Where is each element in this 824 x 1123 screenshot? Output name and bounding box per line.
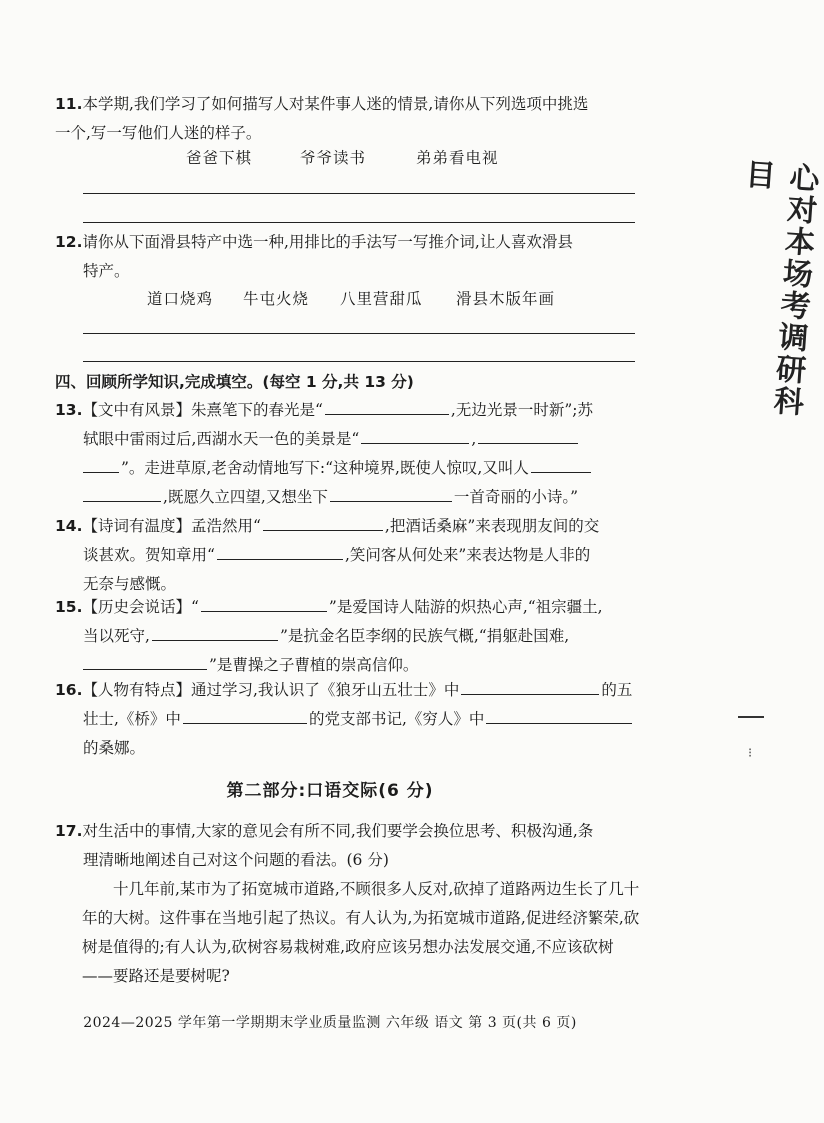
question-text: 本学期,我们学习了如何描写人对某件事人迷的情景,请你从下列选项中挑选 [82,95,589,113]
question-15 [55,593,640,680]
blank-field[interactable] [83,485,161,502]
question-text: 当以死守, [83,627,150,645]
blank-field[interactable] [361,427,469,444]
question-number: 11. [55,95,83,113]
option: 爷爷读书 [300,149,367,167]
blank-field[interactable] [486,707,632,724]
blank-field[interactable] [263,514,383,531]
part-heading: 第二部分:口语交际(6 分) [226,781,434,801]
option: 弟弟看电视 [416,149,499,167]
option: 牛屯火烧 [243,290,310,308]
question-text: ,笑问客从何处来”来表达物是人非的 [344,546,591,564]
question-16 [55,676,640,763]
blank-field[interactable] [152,624,278,641]
blank-field[interactable] [183,707,307,724]
page-footer: 2024—2025 学年第一学期期末学业质量监测 六年级 语文 第 3 页(共 6 页) [83,1015,577,1031]
margin-stamp [726,157,820,440]
question-text: 对生活中的事情,大家的意见会有所不同,我们要学会换位思考、积极沟通,条 [82,822,594,840]
margin-mark: ⁝ [748,746,753,761]
question-text: 一首奇丽的小诗。” [453,488,579,506]
question-text: ”。走进草原,老舍动情地写下:“这种境界,既使人惊叹,又叫人 [121,459,529,477]
blank-field[interactable] [330,485,452,502]
question-number: 12. [55,233,83,251]
option: 爸爸下棋 [186,149,253,167]
question-number: 14. [55,517,83,535]
question-text: ”是抗金名臣李纲的民族气概,“捐躯赴国难, [279,627,570,645]
option: 道口烧鸡 [147,290,214,308]
question-text: 一个,写一写他们人迷的样子。 [55,124,262,142]
question-12 [55,228,640,286]
stamp-text: 心对本场考调研科目 [738,157,820,419]
blank-field[interactable] [83,653,207,670]
answer-line[interactable] [83,222,635,223]
question-text: 的党支部书记,《穷人》中 [308,710,485,728]
question-text: 无奈与感慨。 [83,575,177,593]
blank-field[interactable] [201,595,327,612]
answer-line[interactable] [83,333,635,334]
option: 八里营甜瓜 [340,290,423,308]
section-heading: 四、回顾所学知识,完成填空。(每空 1 分,共 13 分) [55,373,414,391]
question-text: 请你从下面滑县特产中选一种,用排比的手法写一写推介词,让人喜欢滑县 [82,233,573,251]
question-text: 的桑娜。 [83,739,146,757]
question-13 [55,396,640,512]
answer-line[interactable] [83,193,635,194]
blank-field[interactable] [531,456,591,473]
question-text: 的五 [601,681,633,699]
question-14 [55,512,640,599]
question-number: 13. [55,401,83,419]
question-11 [55,90,640,148]
question-text: 【诗词有温度】孟浩然用“ [82,517,261,535]
question-text: 谈甚欢。贺知章用“ [83,546,215,564]
blank-field[interactable] [217,543,343,560]
question-text: 特产。 [83,262,130,280]
blank-field[interactable] [83,456,119,473]
question-17 [55,817,640,875]
passage: 十几年前,某市为了拓宽城市道路,不顾很多人反对,砍掉了道路两边生长了几十年的大树。这件事在当地引起了热议。有人认为,为拓宽城市道路,促进经济繁荣,砍树是值得的;有人认为,砍树容易栽树难,政府应该另想办法发展交通,不应该砍树——要路还是要树呢? [82,880,640,985]
question-text: 轼眼中雷雨过后,西湖水天一色的美景是“ [83,430,360,448]
blank-field[interactable] [325,398,449,415]
question-number: 15. [55,598,83,616]
option: 滑县木版年画 [456,290,556,308]
question-number: 17. [55,822,83,840]
question-text: 【文中有风景】朱熹笔下的春光是“ [82,401,323,419]
question-text: ,既愿久立四望,又想坐下 [163,488,328,506]
question-number: 16. [55,681,83,699]
answer-line[interactable] [83,361,635,362]
question-text: ”是爱国诗人陆游的炽热心声,“祖宗疆土, [328,598,603,616]
blank-field[interactable] [461,678,599,695]
question-text: , [471,430,477,448]
blank-field[interactable] [478,427,578,444]
question-text: ”是曹操之子曹植的崇高信仰。 [209,656,419,674]
question-text: 壮士,《桥》中 [83,710,181,728]
question-text: ,把酒话桑麻”来表现朋友间的交 [384,517,600,535]
question-text: ,无边光景一时新”;苏 [450,401,593,419]
question-text: 【人物有特点】通过学习,我认识了《狼牙山五壮士》中 [82,681,460,699]
question-text: 【历史会说话】“ [82,598,199,616]
question-text: 理清晰地阐述自己对这个问题的看法。(6 分) [83,851,389,869]
margin-dash [738,716,764,718]
